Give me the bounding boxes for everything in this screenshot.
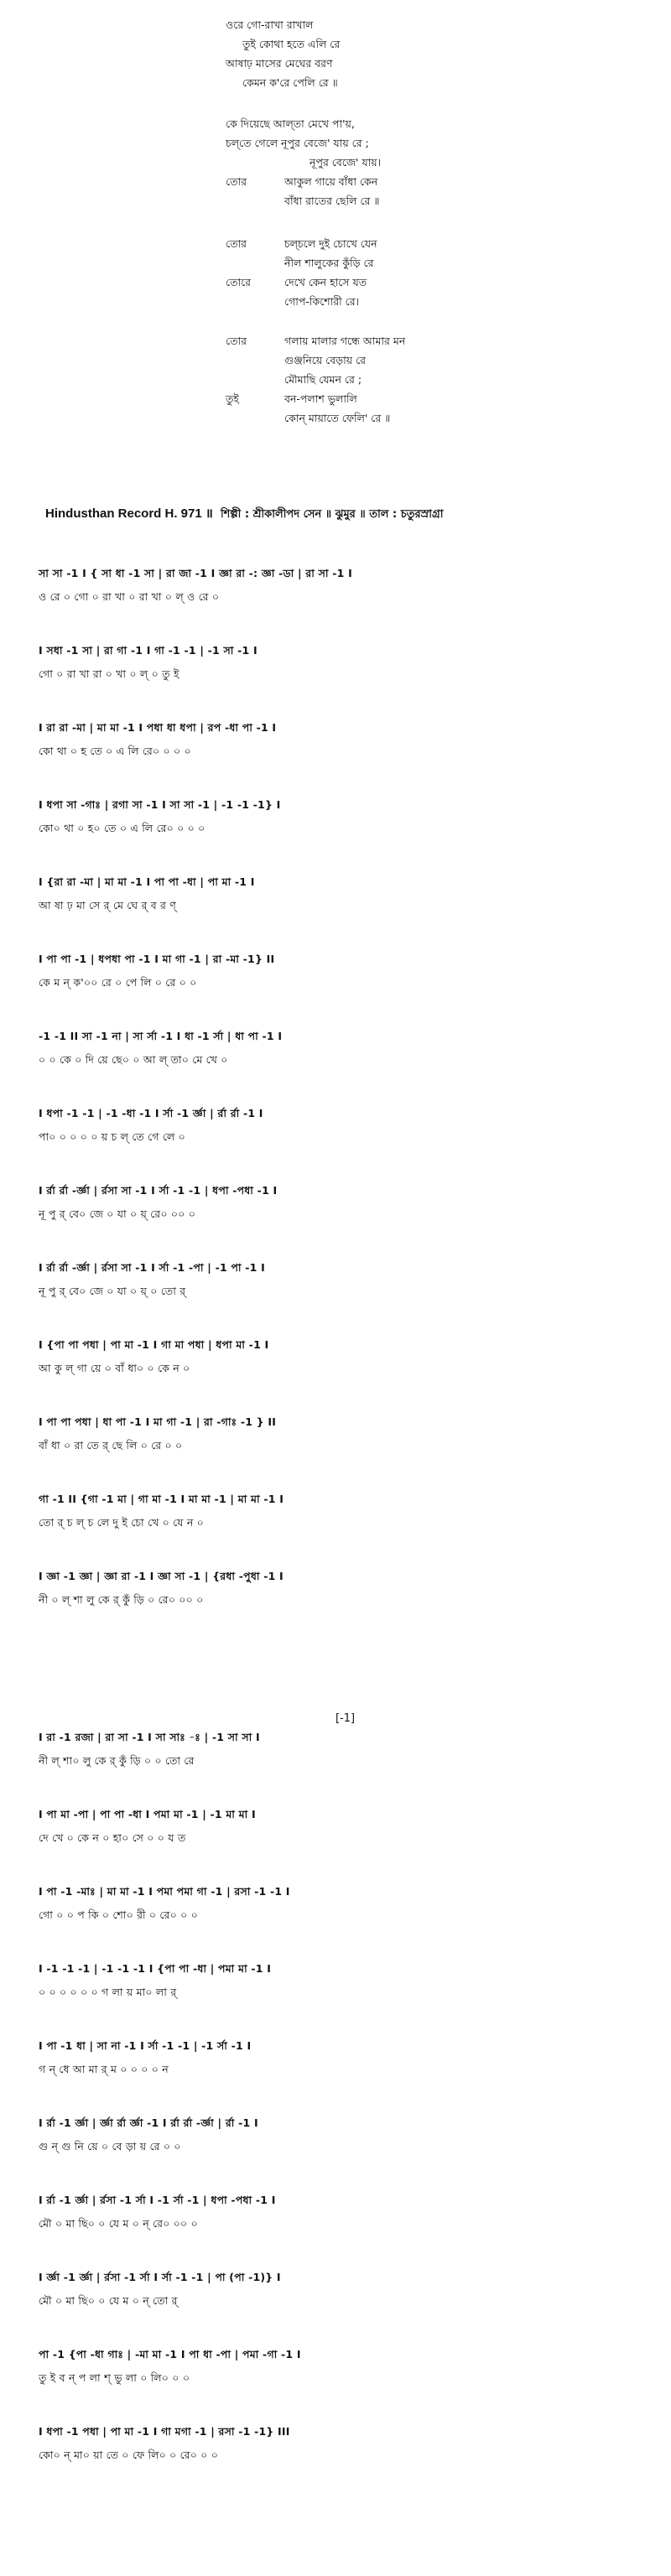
- swara-line: I র্রা র্রা -র্জ্ঞা | র্রসা সা -1 I র্সা -1 -1 | ধপা -পধা -1 I: [39, 1184, 278, 1197]
- lyric-syllables: ০ ০ ০ ০ ০ ০ গ লা য় মা০ লা র্: [39, 1986, 177, 1998]
- lyric-line: বাঁধা রাতের ছেলি রে ॥: [284, 195, 380, 207]
- lyric-line: গোপ-কিশোরী রে।: [284, 295, 360, 308]
- lyrics-block: [0, 0, 671, 470]
- lyric-line: তোর গলায় মালার গন্ধে আমার মন: [226, 335, 406, 347]
- record-label: Hindusthan Record H. 971 ॥: [45, 506, 213, 521]
- swara-line: সা সা -1 I { সা ধা -1 সা | রা জা -1 I জ্ঞা রা -: জ্ঞা -ডা | রা সা -1 I: [39, 567, 352, 579]
- swara-line: I সধা -1 সা | রা গা -1 I গা -1 -1 | -1 সা -1 I: [39, 644, 257, 657]
- notation-row: [39, 1415, 642, 1456]
- lyric-syllables: গো ০ ০ প কি ০ শো০ রী ০ রে০ ০ ০: [39, 1909, 198, 1921]
- record-artist: শিল্পী : শ্রীকালীপদ সেন ॥ ঝুমুর ॥ তাল : চতুরস্রাগ্রা: [220, 508, 444, 521]
- notation-row: [39, 953, 642, 993]
- swara-line: I পা পা -1 | ধপধা পা -1 I মা গা -1 | রা -মা -1} II: [39, 953, 275, 965]
- notation-row: [39, 1962, 642, 2002]
- lyric-line: তুই বন-পলাশ ভুলালি: [226, 392, 357, 405]
- notation-row: [39, 1184, 642, 1224]
- lyric-line: মৌমাছি যেমন রে ;: [284, 373, 362, 386]
- notation-row: [39, 1885, 642, 1925]
- notation-row: [39, 1338, 642, 1379]
- lyric-syllables: কো০ ন্ মা০ য়া তে ০ ফে লি০ ০ রে০ ০ ০: [39, 2449, 219, 2461]
- lyric-syllables: গ ন্ ধে আ মা র্ ম ০ ০ ০ ০ ন: [39, 2063, 169, 2075]
- lyric-line: কে দিয়েছে আল্‌তা মেখে পা'য়,: [226, 117, 355, 130]
- swara-line: -1 -1 II সা -1 না | সা র্সা -1 I ধা -1 র্সা | ধা পা -1 I: [39, 1030, 283, 1042]
- swara-line: I রা -1 রজা | রা সা -1 I সা সাঃ -ঃ | -1 সা সা I: [39, 1731, 260, 1743]
- swara-line: গা -1 II {গা -1 মা | গা মা -1 I মা মা -1 | মা মা -1 I: [39, 1493, 284, 1505]
- notation-row: [39, 2116, 642, 2157]
- swara-line: I রা রা -মা | মা মা -1 I পধা ধা ধপা | রপ -ধা পা -1 I: [39, 721, 277, 734]
- lyric-syllables: তু ই ব ন্ প লা শ্ ভু লা ০ লি০ ০ ০: [39, 2371, 190, 2384]
- notation-row: [39, 1808, 642, 1848]
- lyric-line: কোন্ মায়াতে ফেলি' রে ॥: [284, 412, 391, 424]
- lyric-syllables: বাঁ ধা ০ রা তে র্ ছে লি ০ রে ০ ০: [39, 1439, 183, 1452]
- lyric-syllables: মৌ ০ মা ছি০ ০ যে ম ০ ন্ তো র্: [39, 2294, 178, 2307]
- lyric-line: চল্‌তে গেলে নূপুর বেজে' যায় রে ;: [226, 137, 369, 149]
- notation-row: [39, 1570, 642, 1610]
- repeat-marker: [-1]: [336, 1712, 356, 1725]
- lyric-syllables: ০ ০ কে ০ দি য়ে ছে০ ০ আ ল্ তা০ মে খে ০: [39, 1053, 228, 1066]
- notation-row: [39, 567, 642, 607]
- notation-row: [39, 644, 642, 684]
- lyric-syllables: নূ পু র্ বে০ জে ০ যা ০ য়্ রে০ ০০ ০: [39, 1208, 196, 1220]
- lyric-line: আষাঢ় মাসের মেঘের বরণ: [226, 57, 333, 70]
- notation-row: [39, 2039, 642, 2080]
- swara-line: I র্রা -1 র্জ্ঞা | র্জ্ঞা র্রা র্জ্ঞা -1 I র্রা র্রা -র্জ্ঞা | র্রা -1 I: [39, 2116, 258, 2129]
- notation-row: [39, 1731, 642, 1771]
- swara-line: I র্রা -1 র্জ্ঞা | র্রসা -1 র্সা I -1 র্সা -1 | ধপা -পধা -1 I: [39, 2194, 276, 2206]
- swara-line: I জ্ঞা -1 জ্ঞা | জ্ঞা রা -1 I জ্ঞা সা -1 | {রধা -পুধা -1 I: [39, 1570, 283, 1582]
- lyric-syllables: কে ম ন্ ক'০০ রে ০ পে লি ০ রে ০ ০: [39, 976, 197, 989]
- lyric-syllables: নী ল্ শা০ লু কে র্ কুঁ ড়ি ০ ০ তো রে: [39, 1754, 195, 1767]
- notation-row: [39, 2271, 642, 2311]
- lyric-syllables: কো০ থা ০ হ০ তে ০ এ লি রে০ ০ ০ ০: [39, 822, 205, 834]
- lyric-syllables: নী ০ ল্ শা লু কে র্ কুঁ ড়ি ০ রে০ ০০ ০: [39, 1593, 204, 1606]
- notation-row: [39, 2425, 642, 2465]
- swara-line: I {রা রা -মা | মা মা -1 I পা পা -ধা | পা মা -1 I: [39, 875, 255, 888]
- notation-row: [39, 2348, 642, 2388]
- notation-row: [39, 1261, 642, 1301]
- swara-line: I পা -1 -মাঃ | মা মা -1 I পমা পমা গা -1 | রসা -1 -1 I: [39, 1885, 290, 1898]
- notation-row: [39, 875, 642, 916]
- lyric-syllables: নূ পু র্ বে০ জে ০ যা ০ য়্ ০ তো র্: [39, 1285, 186, 1297]
- swara-line: I পা মা -পা | পা পা -ধা I পমা মা -1 | -1 মা মা I: [39, 1808, 256, 1820]
- notation-row: [39, 1107, 642, 1147]
- lyric-line: গুঞ্জনিয়ে বেড়ায় রে: [284, 354, 367, 366]
- notation-row: [39, 721, 642, 761]
- swara-line: I -1 -1 -1 | -1 -1 -1 I {পা পা -ধা | পমা মা -1 I: [39, 1962, 272, 1975]
- swara-line: I ধপা -1 -1 | -1 -ধা -1 I র্সা -1 র্জ্ঞা | র্রা র্রা -1 I: [39, 1107, 263, 1119]
- lyric-syllables: গো ০ রা খা রা ০ খা ০ ল্ ০ তু ই: [39, 667, 179, 680]
- lyric-syllables: কো থা ০ হ তে ০ এ লি রে০ ০ ০ ০: [39, 745, 191, 757]
- lyric-syllables: পা০ ০ ০ ০ ০ য় চ ল্ তে গে লে ০: [39, 1130, 185, 1143]
- lyric-syllables: ও রে ০ গো ০ রা খা ০ রা খা ০ ল্ ও রে ০: [39, 590, 220, 603]
- lyric-syllables: দে খে ০ কে ন ০ হা০ সে ০ ০ য ত: [39, 1831, 186, 1844]
- lyric-line: কেমন ক'রে পেলি রে ॥: [242, 76, 338, 89]
- swara-line: I ধপা -1 পধা | পা মা -1 I গা মগা -1 | রসা -1 -1} III: [39, 2425, 290, 2438]
- swara-line: I ধপা সা -গাঃ | রগা সা -1 I সা সা -1 | -1 -1 -1} I: [39, 798, 281, 811]
- swara-line: I র্জ্ঞা -1 র্জ্ঞা | র্রসা -1 র্সা I র্সা -1 -1 | পা (পা -1)} I: [39, 2271, 281, 2283]
- notation-row: [39, 2194, 642, 2234]
- lyric-syllables: গু ন্ গু নি য়ে ০ বে ড়া য় রে ০ ০: [39, 2140, 181, 2153]
- swara-line: I পা -1 ধা | সা না -1 I র্সা -1 -1 | -1 র্সা -1 I: [39, 2039, 252, 2052]
- lyric-line: তোরে দেখে কেন হাসে যত: [226, 276, 367, 288]
- lyric-line: তোর চল্‌চলে দুই চোখে যেন: [226, 237, 377, 250]
- lyric-syllables: আ ষা ঢ় মা সে র্ মে ঘে র্ ব র ণ্: [39, 899, 177, 911]
- swara-line: I পা পা পধা | ধা পা -1 I মা গা -1 | রা -গাঃ -1 } II: [39, 1415, 277, 1428]
- swara-line: I র্রা র্রা -র্জ্ঞা | র্রসা সা -1 I র্সা -1 -পা | -1 পা -1 I: [39, 1261, 265, 1274]
- lyric-syllables: আ কু ল্ গা য়ে ০ বাঁ ধা০ ০ কে ন ০: [39, 1362, 190, 1374]
- lyric-line: নীল শালুকের কুঁড়ি রে: [284, 257, 374, 269]
- lyric-syllables: মৌ ০ মা ছি০ ০ যে ম ০ ন্ রে০ ০০ ০: [39, 2217, 198, 2230]
- notation-row: [39, 1493, 642, 1533]
- swara-line: I {পা পা পধা | পা মা -1 I গা মা পধা | ধপা মা -1 I: [39, 1338, 269, 1351]
- lyric-line: নূপুর বেজে' যায়।: [309, 156, 382, 169]
- swara-line: পা -1 {পা -ধা গাঃ | -মা মা -1 I পা ধা -পা | পমা -গা -1 I: [39, 2348, 301, 2360]
- lyric-line: ওরে গো-রাখা রাখাল: [226, 18, 314, 31]
- lyric-line: তোর আকুল গায়ে বাঁধা কেন: [226, 175, 378, 188]
- notation-row: [39, 798, 642, 839]
- notation-row: [39, 1030, 642, 1070]
- lyric-line: তুই কোথা হতে এলি রে: [242, 38, 341, 50]
- lyric-syllables: তো র্ চ ল্ চ লে দু ই চো খে ০ যে ন ০: [39, 1516, 204, 1529]
- record-header: [45, 505, 649, 525]
